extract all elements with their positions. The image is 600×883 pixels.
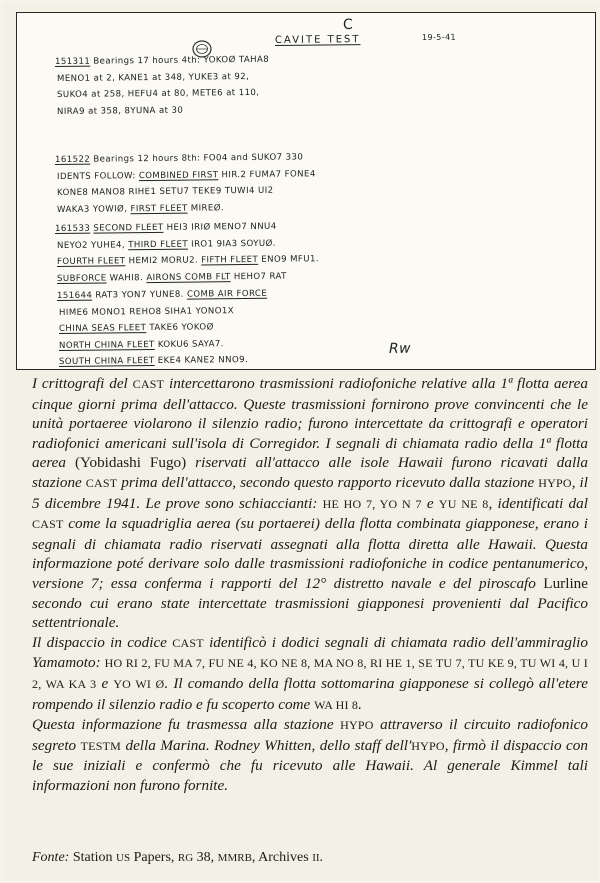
source-segment: Station [72, 850, 116, 865]
dispatch-text: WAKA3 YOWIØ, [56, 203, 131, 215]
underlined-heading: SUBFORCE [56, 272, 107, 284]
dispatch-line [57, 238, 276, 250]
underlined-heading: SOUTH CHINA FLEET [58, 355, 155, 367]
source-segment: US [116, 852, 131, 864]
source-segment: RG [177, 852, 194, 864]
dispatch-text: HEI3 IRIØ MENO7 NNU4 [163, 221, 277, 233]
caption-text: HYPO [411, 738, 445, 753]
dispatch-text: WAHI8. [106, 272, 147, 283]
source-segment: 38, [193, 850, 218, 865]
caption-paragraph-3 [32, 715, 588, 795]
dispatch-text: RAT3 YON7 YUNE8. [92, 289, 187, 301]
caption-text: . [358, 695, 362, 713]
caption-text: CAST [85, 475, 118, 490]
caption-text: della Marina. Rodney Whitten, dello staff dell' [120, 736, 412, 754]
underlined-heading: SECOND FLEET [93, 222, 164, 234]
source-text [73, 850, 323, 865]
caption-text: CAST [132, 377, 165, 391]
dispatch-line [57, 271, 287, 283]
dispatch-line [55, 55, 269, 67]
caption-text: identificò i dodici segnali di chiamata radio dell'ammiraglio Yamamoto: [32, 633, 588, 672]
dispatch-text: KONE8 MANO8 RIHE1 SETU7 TEKE9 TUWI4 UI2 [56, 185, 274, 198]
caption-text: riservati all'attacco alle isole Hawaii furono ricavati dalla stazione [32, 454, 588, 491]
caption-text: , il 5 dicembre 1941. Le prove sono schiaccianti: [32, 473, 588, 512]
underlined-heading: 161522 [54, 154, 91, 165]
caption-text: Lurline [543, 574, 588, 592]
underlined-heading: COMB AIR FORCE [186, 288, 268, 300]
source-segment: . [319, 850, 324, 865]
underlined-heading: FIFTH FLEET [201, 254, 259, 266]
dispatch-text: HEHO7 RAT [230, 271, 287, 282]
dispatch-line [57, 88, 260, 100]
dispatch-title: CAVITE TEST [274, 34, 361, 46]
caption-text: CAST [172, 635, 204, 650]
dispatch-text: MENO1 at 2, KANE1 at 348, YUKE3 at 92, [56, 71, 250, 84]
source-label: Fonte: [32, 850, 70, 865]
dispatch-title-mark: C [342, 16, 354, 33]
dispatch-line [57, 169, 316, 182]
dispatch-text: HIME6 MONO1 REHO8 SIHA1 YONO1X [58, 305, 235, 318]
dispatch-text: EKE4 KANE2 NNO9. [154, 355, 249, 366]
dispatch-text: HEMI2 MORU2. [125, 255, 202, 267]
caption-text: I crittografi del [32, 375, 133, 392]
dispatch-line [57, 186, 274, 198]
caption-text: HYPO [538, 475, 572, 490]
caption-text: secondo cui erano state intercettate trasmissioni giapponesi provenienti dal Pacifico settentrionale. [32, 594, 588, 632]
dispatch-line [57, 254, 319, 267]
underlined-heading: FOURTH FLEET [56, 256, 126, 267]
dispatch-text: ENO9 MFU1. [258, 254, 319, 265]
dispatch-text: NIRA9 at 358, 8YUNA at 30 [56, 105, 184, 117]
source-segment: II [312, 852, 320, 864]
dispatch-text: TAKE6 YOKOØ [146, 322, 214, 334]
caption-text: attraverso il circuito radiofonico segreto [32, 716, 588, 754]
underlined-heading: AIRONS COMB FLT [146, 271, 231, 283]
caption-text: Il dispaccio in codice [32, 633, 173, 651]
caption-text: CAST [32, 517, 64, 532]
dispatch-line [59, 322, 214, 334]
caption-paragraph-1 [32, 374, 588, 633]
caption-text: . Il comando della flotta sottomarina giapponese si collegò all'etere rompendo il silenzio radio e fu scoperto come [32, 674, 588, 713]
dispatch-text: KOKU6 SAYA7. [154, 338, 224, 350]
caption-text: WA HI 8 [314, 697, 359, 712]
dispatch-text: NEYO2 YUHE4, [56, 239, 129, 251]
dispatch-text: IRO1 9IA3 SOYUØ. [187, 238, 276, 250]
dispatch-line [55, 152, 303, 165]
source-segment: MMRB [217, 852, 252, 864]
document-page [4, 4, 598, 880]
dispatch-line [59, 306, 234, 318]
dispatch-text: Bearings 12 hours 8th: FO04 and SUKO7 330 [90, 152, 304, 165]
caption-text: TESTM [80, 738, 121, 753]
source-line [32, 850, 323, 866]
dispatch-text: IDENTS FOLLOW: [56, 170, 139, 182]
caption [32, 374, 588, 795]
caption-text: prima dell'attacco, secondo questo rapporto ricevuto dalla stazione [117, 473, 539, 491]
dispatch-line [57, 203, 224, 215]
source-segment: , Archives [251, 850, 313, 865]
dispatch-date: 19-5-41 [421, 32, 457, 42]
dispatch-line [57, 71, 249, 83]
dispatch-line [59, 355, 248, 367]
caption-text: Questa informazione fu trasmessa alla stazione [32, 716, 341, 734]
underlined-heading: 151644 [56, 290, 93, 301]
caption-text: e [421, 494, 439, 512]
dispatch-text: Bearings 17 hours 4th: YOKOØ TAHA8 [90, 54, 270, 67]
caption-text: , firmò il dispaccio con le sue iniziali e confermò che fu ricevuto alle Hawaii. Al generale Kimmel tali informazioni non furono fornite. [32, 736, 588, 794]
underlined-heading: 151311 [54, 56, 91, 67]
underlined-heading: COMBINED FIRST [138, 169, 219, 181]
dispatch-line [55, 222, 277, 234]
signature: Rw [388, 340, 412, 357]
caption-text: (Yobidashi Fugo) [74, 454, 187, 472]
dispatch-line [57, 289, 267, 301]
caption-text: YO WI Ø [113, 676, 165, 691]
caption-text: intercettarono trasmissioni radiofoniche relative alla 1ª flotta aerea cinque giorni prima dell'attacco. Queste trasmissioni fornirono prove convincenti che le unità portaeree violarono il silenzio radio; furono intercettate da crittografi e operatori radiofonici americani sull'isola di Corregidor. I segnali di chiamata radio della 1ª flotta aerea [32, 375, 588, 472]
underlined-heading: 161533 [54, 223, 91, 234]
source-segment: Papers, [130, 850, 178, 865]
dispatch-text: HIR.2 FUMA7 FONE4 [218, 168, 316, 180]
underlined-heading: THIRD FLEET [128, 239, 189, 250]
dispatch-image [16, 12, 596, 370]
caption-text: e [96, 674, 114, 692]
underlined-heading: NORTH CHINA FLEET [58, 339, 155, 351]
caption-paragraph-2 [32, 633, 588, 715]
dispatch-text: SUKO4 at 258, HEFU4 at 80, METE6 at 110, [56, 87, 260, 100]
underlined-heading: CHINA SEAS FLEET [58, 323, 147, 334]
dispatch-line [59, 339, 224, 351]
caption-text: YU NE 8 [438, 496, 489, 511]
dispatch-line [57, 105, 183, 116]
caption-text: HE HO 7, YO N 7 [322, 496, 422, 511]
caption-text: come la squadriglia aerea (su portaerei) della flotta combinata giapponese, erano i segnali di chiamata radio riservati assegnati alla flotta diretta alle Hawaii. Questa informazione poté derivare solo dalle trasmissioni radiofoniche in codice pentanumerico, versione 7; essa conferma i rapporti del 12° distretto navale e del piroscafo [32, 515, 588, 592]
dispatch-text: MIREØ. [187, 202, 225, 214]
underlined-heading: FIRST FLEET [130, 203, 188, 214]
caption-text: HYPO [340, 718, 374, 733]
caption-text: HO RI 2, FU MA 7, FU NE 4, KO NE 8, MA NO 8, RI HE 1, SE TU 7, TU KE 9, TU WI 4, U I 2, WA KA 3 [32, 656, 589, 691]
caption-text: , identificati dal [488, 494, 588, 512]
